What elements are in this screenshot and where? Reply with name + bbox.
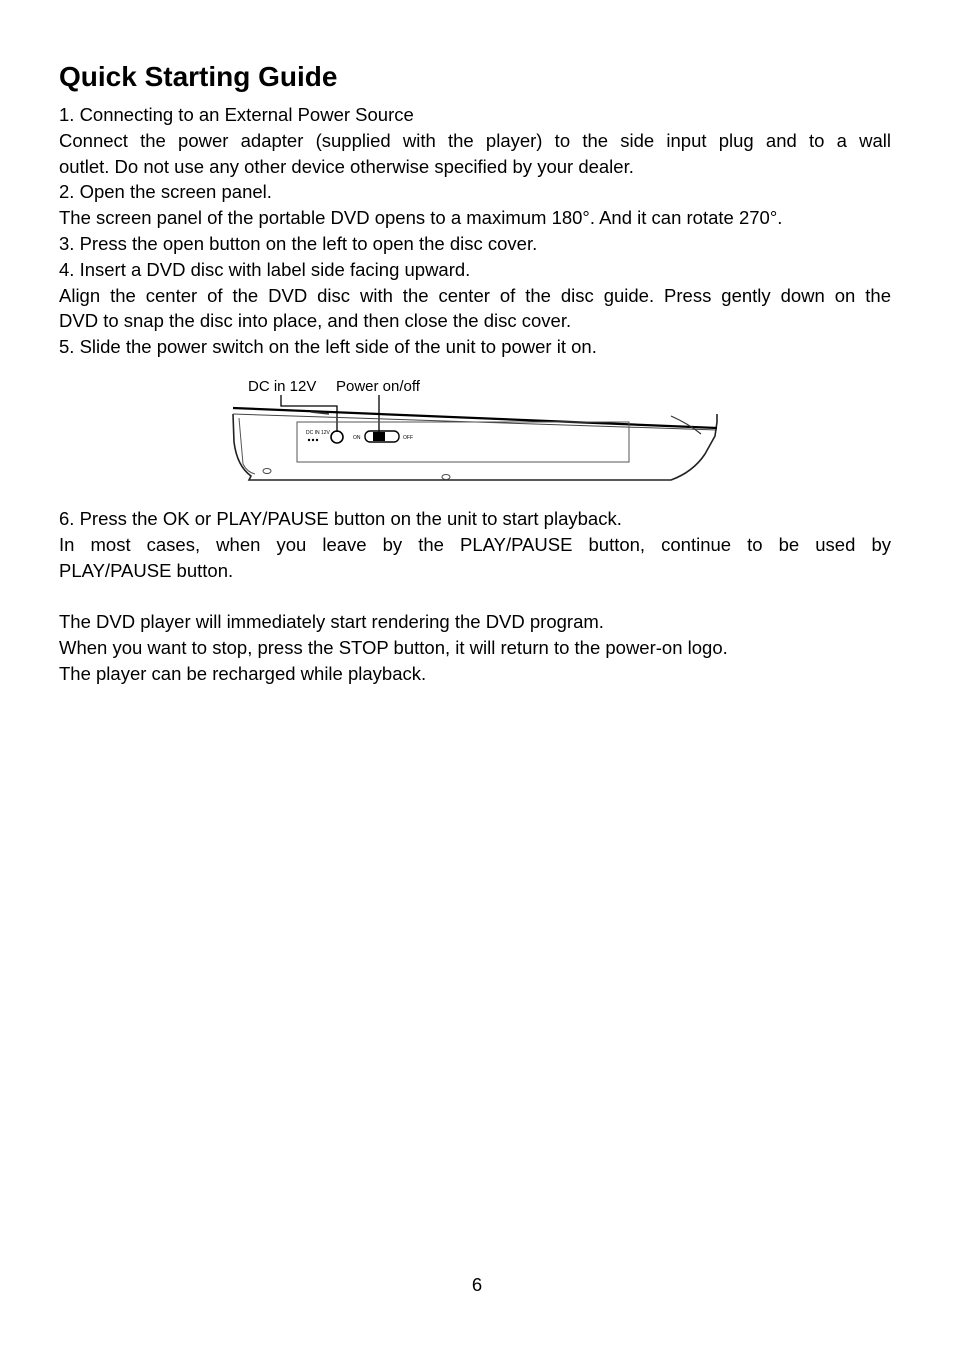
dc-in-tiny-label: DC IN 12V	[306, 429, 330, 436]
step-4-heading: 4. Insert a DVD disc with label side facing upward.	[59, 258, 471, 280]
playback-note-2: When you want to stop, press the STOP button, it will return to the power-on logo.	[59, 636, 728, 658]
screw-hole-icon	[263, 468, 271, 473]
screw-hole-icon	[442, 474, 450, 479]
paragraph-gap	[59, 583, 891, 609]
switch-on-tiny-label: ON	[353, 434, 361, 441]
lid-right-curve	[671, 416, 701, 434]
step-1-text-line-2: outlet. Do not use any other device otherwise specified by your dealer.	[59, 155, 634, 177]
dc-in-label: DC in 12V	[248, 377, 317, 395]
step-5-heading: 5. Slide the power switch on the left side of the unit to power it on.	[59, 336, 597, 358]
step-4-text-line-1: Align the center of the DVD disc with the center of the disc guide. Press gently down on the	[59, 284, 891, 306]
dvd-player-side-figure	[59, 364, 891, 492]
step-6-text-line-2: PLAY/PAUSE button.	[59, 559, 234, 581]
playback-note-3: The player can be recharged while playback.	[59, 662, 427, 684]
step-4-text-line-2: DVD to snap the disc into place, and then close the disc cover.	[59, 310, 572, 332]
page-title: Quick Starting Guide	[59, 61, 338, 92]
dc-jack-icon	[331, 431, 343, 443]
power-switch-label: Power on/off	[336, 377, 420, 395]
page-number: 6	[471, 1274, 483, 1295]
step-3-heading: 3. Press the open button on the left to open the disc cover.	[59, 232, 538, 254]
side-panel-inset	[297, 422, 629, 462]
step-6-text-line-1: In most cases, when you leave by the PLAY/PAUSE button, continue to be used by	[59, 533, 891, 555]
power-switch-knob	[373, 432, 385, 441]
step-2-text: The screen panel of the portable DVD opens to a maximum 180°. And it can rotate 270°.	[59, 207, 783, 229]
step-2-heading: 2. Open the screen panel.	[59, 181, 272, 203]
dvd-side-view-illustration	[231, 364, 721, 488]
step-6-heading: 6. Press the OK or PLAY/PAUSE button on the unit to start playback.	[59, 507, 622, 529]
document-page	[59, 58, 891, 687]
switch-off-tiny-label: OFF	[403, 434, 413, 441]
screen-lid-edge	[233, 408, 717, 428]
step-1-heading: 1. Connecting to an External Power Source	[59, 104, 414, 125]
polarity-dot	[308, 439, 310, 441]
step-1-text-line-1: Connect the power adapter (supplied with the player) to the side input plug and to a wall	[59, 129, 891, 151]
polarity-dot	[316, 439, 318, 441]
playback-note-1: The DVD player will immediately start rendering the DVD program.	[59, 611, 604, 633]
polarity-dot	[312, 439, 314, 441]
